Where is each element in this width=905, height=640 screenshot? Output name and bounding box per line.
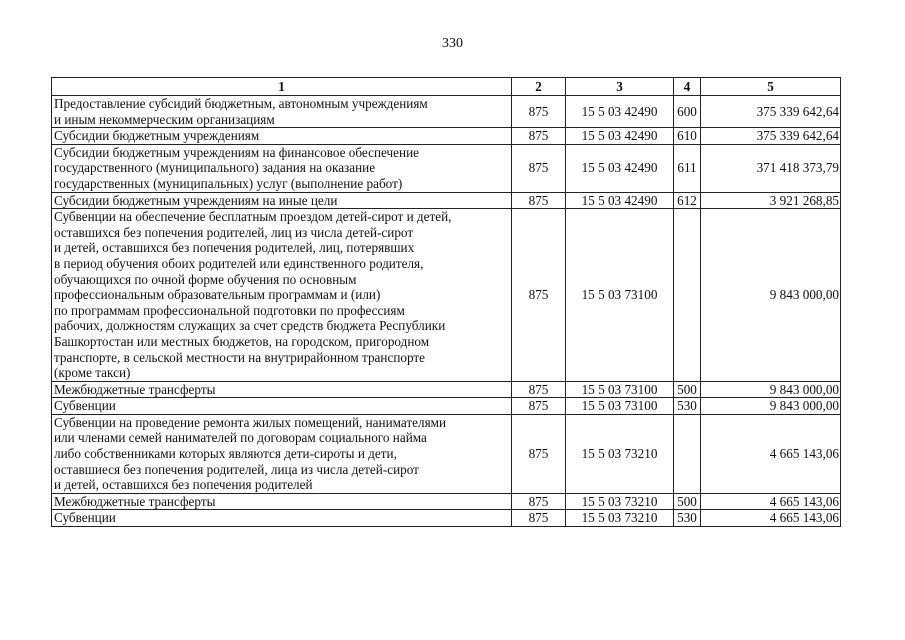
table-body <box>52 96 841 527</box>
row-name-cell <box>52 128 512 145</box>
admin-code-cell: 875 <box>512 192 566 209</box>
target-code-cell: 15 5 03 73100 <box>566 209 674 382</box>
amount-cell: 9 843 000,00 <box>701 209 841 382</box>
table-row <box>52 128 841 145</box>
expense-type-cell <box>674 209 701 382</box>
row-name-cell <box>52 398 512 415</box>
row-name-cell <box>52 414 512 493</box>
expense-type-cell: 611 <box>674 144 701 192</box>
amount-cell: 4 665 143,06 <box>701 493 841 510</box>
target-code-cell: 15 5 03 73210 <box>566 493 674 510</box>
page-number: 330 <box>442 36 463 51</box>
target-code-cell: 15 5 03 73210 <box>566 414 674 493</box>
admin-code-cell: 875 <box>512 510 566 527</box>
expense-type-cell <box>674 414 701 493</box>
table-row <box>52 96 841 128</box>
amount-cell: 9 843 000,00 <box>701 381 841 398</box>
row-name-line: и иным некоммерческим организациям <box>54 111 275 127</box>
target-code-cell: 15 5 03 42490 <box>566 128 674 145</box>
target-code-cell: 15 5 03 73100 <box>566 381 674 398</box>
row-name-line: Субсидии бюджетным учреждениям на иные цели <box>54 192 338 208</box>
expense-type-cell: 610 <box>674 128 701 145</box>
amount-cell: 9 843 000,00 <box>701 398 841 415</box>
row-name-line: Субвенции на обеспечение бесплатным проездом детей-сирот и детей, <box>54 209 452 225</box>
target-code-cell: 15 5 03 42490 <box>566 96 674 128</box>
table-row <box>52 414 841 493</box>
row-name-line: или членами семей нанимателей по договорам социального найма <box>54 430 427 446</box>
row-name-line: транспорте, в сельской местности на внутрирайонном транспорте <box>54 349 426 365</box>
target-code-cell: 15 5 03 73210 <box>566 510 674 527</box>
row-name-cell <box>52 144 512 192</box>
row-name-cell <box>52 192 512 209</box>
row-name-line: государственных (муниципальных) услуг (выполнение работ) <box>54 175 403 191</box>
row-name-line: по программам профессиональной подготовки по профессиям <box>54 302 405 318</box>
row-name-line: Башкортостан или местных бюджетов, на городском, пригородном <box>54 333 430 349</box>
target-code-cell: 15 5 03 42490 <box>566 144 674 192</box>
row-name-line: (кроме такси) <box>54 365 131 381</box>
table-row <box>52 493 841 510</box>
table-row <box>52 510 841 527</box>
admin-code-cell: 875 <box>512 493 566 510</box>
expense-type-cell: 500 <box>674 381 701 398</box>
row-name-line: обучающихся по очной форме обучения по основным <box>54 271 357 287</box>
admin-code-cell: 875 <box>512 144 566 192</box>
row-name-cell <box>52 209 512 382</box>
row-name-line: Субсидии бюджетным учреждениям на финансовое обеспечение <box>54 144 419 160</box>
row-name-line: оставшихся без попечения родителей, лиц из числа детей-сирот <box>54 224 414 240</box>
row-name-cell <box>52 381 512 398</box>
admin-code-cell: 875 <box>512 128 566 145</box>
row-name-line: Предоставление субсидий бюджетным, автономным учреждениям <box>54 96 428 111</box>
expense-type-cell: 530 <box>674 398 701 415</box>
admin-code-cell: 875 <box>512 414 566 493</box>
table-row <box>52 398 841 415</box>
row-name-line: в период обучения обоих родителей или единственного родителя, <box>54 255 424 271</box>
expense-type-cell: 600 <box>674 96 701 128</box>
row-name-cell <box>52 96 512 128</box>
target-code-cell: 15 5 03 73100 <box>566 398 674 415</box>
row-name-line: и детей, оставшихся без попечения родителей, лиц, потерявших <box>54 240 415 256</box>
header-col-5: 5 <box>701 78 841 96</box>
admin-code-cell: 875 <box>512 209 566 382</box>
expense-type-cell: 530 <box>674 510 701 527</box>
row-name-line: Субвенции <box>54 510 116 526</box>
row-name-line: и детей, оставшихся без попечения родителей <box>54 477 313 493</box>
target-code-cell: 15 5 03 42490 <box>566 192 674 209</box>
table-header-row <box>52 78 841 96</box>
table-row <box>52 144 841 192</box>
table-row <box>52 209 841 382</box>
amount-cell: 3 921 268,85 <box>701 192 841 209</box>
row-name-line: Субвенции <box>54 398 116 414</box>
expense-type-cell: 500 <box>674 493 701 510</box>
row-name-line: государственного (муниципального) задания на оказание <box>54 160 376 176</box>
header-col-4: 4 <box>674 78 701 96</box>
admin-code-cell: 875 <box>512 96 566 128</box>
row-name-cell <box>52 510 512 527</box>
row-name-line: Межбюджетные трансферты <box>54 493 216 509</box>
budget-table <box>51 77 841 527</box>
table-row <box>52 192 841 209</box>
amount-cell: 4 665 143,06 <box>701 510 841 527</box>
table-row <box>52 381 841 398</box>
admin-code-cell: 875 <box>512 381 566 398</box>
amount-cell: 371 418 373,79 <box>701 144 841 192</box>
row-name-line: Субвенции на проведение ремонта жилых помещений, нанимателями <box>54 414 447 430</box>
amount-cell: 4 665 143,06 <box>701 414 841 493</box>
row-name-line: Межбюджетные трансферты <box>54 381 216 397</box>
header-col-3: 3 <box>566 78 674 96</box>
row-name-line: рабочих, должностям служащих за счет средств бюджета Республики <box>54 318 446 334</box>
row-name-cell <box>52 493 512 510</box>
row-name-line: либо собственниками которых являются дети-сироты и дети, <box>54 446 397 462</box>
header-col-2: 2 <box>512 78 566 96</box>
row-name-line: оставшиеся без попечения родителей, лица из числа детей-сирот <box>54 461 419 477</box>
header-col-1: 1 <box>52 78 512 96</box>
amount-cell: 375 339 642,64 <box>701 96 841 128</box>
amount-cell: 375 339 642,64 <box>701 128 841 145</box>
row-name-line: Субсидии бюджетным учреждениям <box>54 128 260 144</box>
expense-type-cell: 612 <box>674 192 701 209</box>
row-name-line: профессиональным образовательным программам и (или) <box>54 287 381 303</box>
admin-code-cell: 875 <box>512 398 566 415</box>
